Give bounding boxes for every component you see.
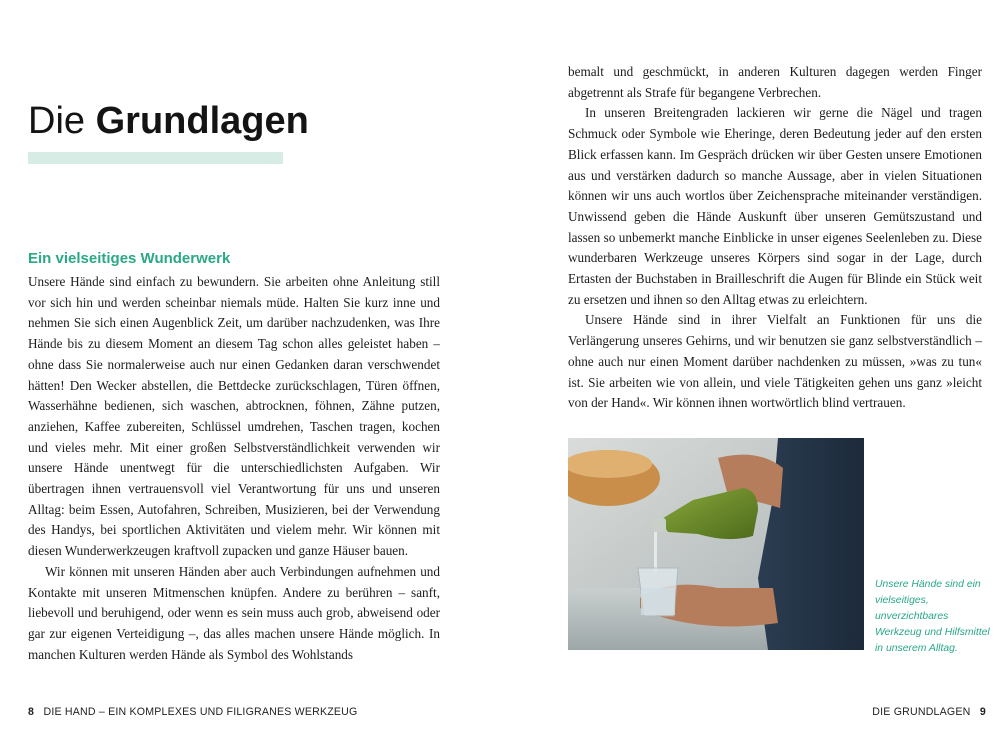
page-number-left: 8 bbox=[28, 706, 35, 718]
running-title-right: DIE GRUNDLAGEN bbox=[872, 706, 971, 718]
body-paragraph: bemalt und geschmückt, in anderen Kulturen dagegen werden Finger abgetrennt als Strafe für begangene Verbrechen. bbox=[568, 64, 982, 100]
left-footer bbox=[28, 705, 357, 719]
left-body-text bbox=[28, 272, 440, 665]
right-body-text bbox=[568, 62, 982, 414]
page-number-right: 9 bbox=[979, 706, 986, 718]
chapter-title bbox=[28, 98, 309, 144]
body-paragraph: Wir können mit unseren Händen aber auch Verbindungen aufnehmen und Kontakte mit unseren Mitmenschen knüpfen. Andere zu berühren – sanft, liebevoll und beruhigend, oder wenn es sein muss auch grob, abweisend oder gar zur eigenen Verteidigung –, das alles machen unsere Hände möglich. In manchen Kulturen werden Hände als Symbol des Wohlstands bbox=[28, 563, 440, 662]
body-paragraph: Unsere Hände sind einfach zu bewundern. Sie arbeiten ohne Anleitung still vor sich hin und werden scheinbar niemals müde. Halten Sie kurz inne und nehmen Sie sich einen Augenblick Zeit, um darüber nachzudenken, was Ihre Hände bis zu diesem Moment an diesem Tag schon alles geleistet haben – ohne dass Sie normalerweise auch nur einen Gedanken daran verschwendet hätten! Den Wecker abstellen, die Bettdecke zurückschlagen, Türen öffnen, Wasserhähne bedienen, sich waschen, abtrocknen, föhnen, Zähne putzen, anziehen, Kaffee zubereiten, Schlüssel umdrehen, Taschen tragen, kochen und vieles mehr. Mit einer großen Selbstverständlichkeit verwenden wir unsere Hände unentwegt für die unterschiedlichsten Aufgaben. Wir übertragen ihnen vertrauensvoll viel Verantwortung für uns und unseren Alltag: beim Essen, Autofahren, Schreiben, Musizieren, bei der Verwendung des Handys, bei sportlichen Aktivitäten und vielem mehr. Wir können mit diesen Wunderwerkzeugen kraftvoll zupacken und ganze Häuser bauen. bbox=[28, 274, 440, 559]
body-paragraph: Unsere Hände sind in ihrer Vielfalt an Funktionen für uns die Verlängerung unseres Gehirns, und wir benutzen sie ganz selbstverständlich – ohne auch nur einen Moment darüber nachdenken zu müssen, »was zu tun« ist. Sie arbeiten wie von allein, und viele Tätigkeiten gehen uns ganz »leicht von der Hand«. Wir können ihnen wortwörtlich blind vertrauen. bbox=[568, 312, 982, 411]
chapter-title-light: Die bbox=[28, 100, 86, 142]
running-title-left: DIE HAND – EIN KOMPLEXES UND FILIGRANES WERKZEUG bbox=[43, 706, 358, 718]
chapter-title-bold: Grundlagen bbox=[95, 100, 309, 142]
photo-caption-text: Unsere Hände sind ein vielseitiges, unverzichtbares Werkzeug und Hilfsmittel in unserem Alltag. bbox=[875, 579, 990, 654]
photo-illustration-icon bbox=[568, 438, 864, 650]
photo-hands-pouring-water bbox=[568, 438, 864, 650]
photo-caption bbox=[875, 577, 990, 657]
right-footer bbox=[872, 705, 986, 719]
right-page bbox=[504, 0, 1008, 738]
section-heading: Ein vielseitiges Wunderwerk bbox=[28, 250, 231, 267]
body-paragraph: In unseren Breitengraden lackieren wir gerne die Nägel und tragen Schmuck oder Symbole wie Eheringe, deren Bedeutung jeder auf den ersten Blick erfassen kann. Im Gespräch drücken wir über Gesten unsere Emotionen aus und verstärken dadurch so manche Aussage, aber in vielen Situationen können wir uns auch wortlos über Zeichensprache miteinander verständigen. Unwissend geben die Hände Auskunft über unseren Gemütszustand und lassen so unbemerkt manche Einblicke in unser eigenes Seelenleben zu. Diese wunderbaren Werkzeuge unseres Körpers sind sogar in der Lage, durch Ertasten der Buchstaben in Brailleschrift die Augen für Blinde ein Stück weit zu ersetzen und ihnen so den Alltag etwas zu erleichtern. bbox=[568, 105, 982, 307]
title-underline-bar bbox=[28, 152, 283, 164]
